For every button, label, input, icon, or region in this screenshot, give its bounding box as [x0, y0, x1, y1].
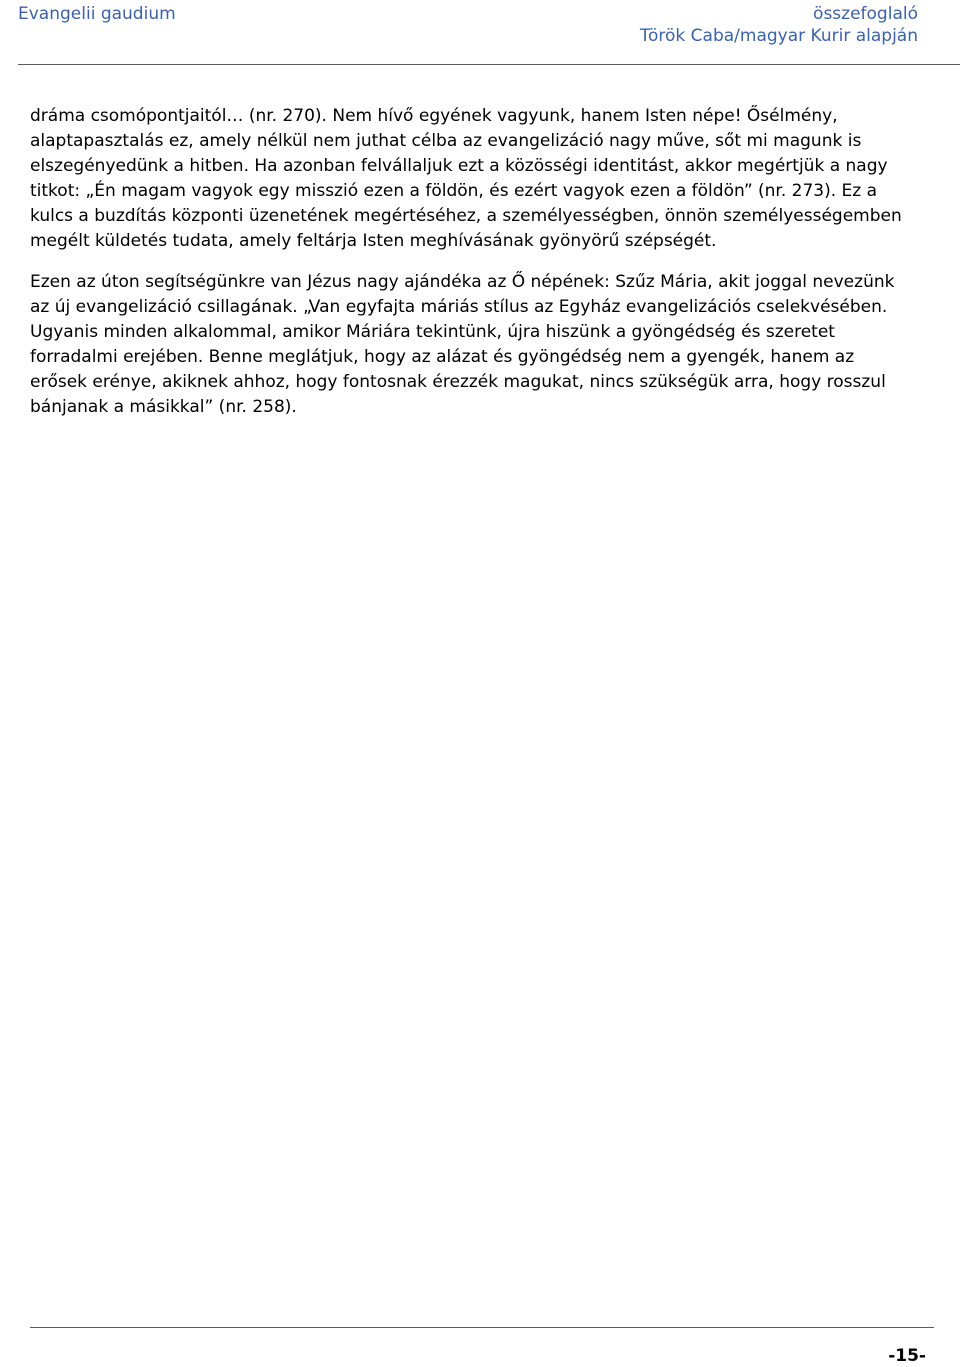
- body-text: [30, 104, 906, 436]
- paragraph-1: dráma csomópontjaitól… (nr. 270). Nem hívő egyének vagyunk, hanem Isten népe! Ősélmény, alaptapasztalás ez, amely nélkül nem juthat célba az evangelizáció nagy műve, sőt mi magunk is elszegényedünk a hitben. Ha azonban felvállaljuk ezt a közösségi identitást, akkor megértjük a nagy titkot: „Én magam vagyok egy misszió ezen a földön, és ezért vagyok ezen a földön” (nr. 273). Ez a kulcs a buzdítás központi üzenetének megértéséhez, a személyességben, önnön személyességemben megélt küldetés tudata, amely feltárja Isten meghívásának gyönyörű szépségét.: [30, 106, 902, 251]
- paragraph-2: Ezen az úton segítségünkre van Jézus nagy ajándéka az Ő népének: Szűz Mária, akit joggal nevezünk az új evangelizáció csillagának. „Van egyfajta máriás stílus az Egyház evangelizációs cselekvésében. Ugyanis minden alkalommal, amikor Máriára tekintünk, újra hiszünk a gyöngédség és szeretet forradalmi erejében. Benne meglátjuk, hogy az alázat és gyöngédség nem a gyengék, hanem az erősek erénye, akiknek ahhoz, hogy fontosnak érezzék magukat, nincs szükségük arra, hogy rosszul bánjanak a másikkal” (nr. 258).: [30, 272, 895, 417]
- footer-divider: [30, 1327, 934, 1328]
- header-subtitle: összefoglaló: [813, 4, 918, 24]
- header-right-block: [640, 3, 918, 47]
- header-source: Török Caba/magyar Kurir alapján: [639, 26, 918, 46]
- header-divider: [18, 64, 960, 65]
- page-number: -15-: [888, 1346, 926, 1366]
- header-document-title: Evangelii gaudium: [18, 4, 176, 24]
